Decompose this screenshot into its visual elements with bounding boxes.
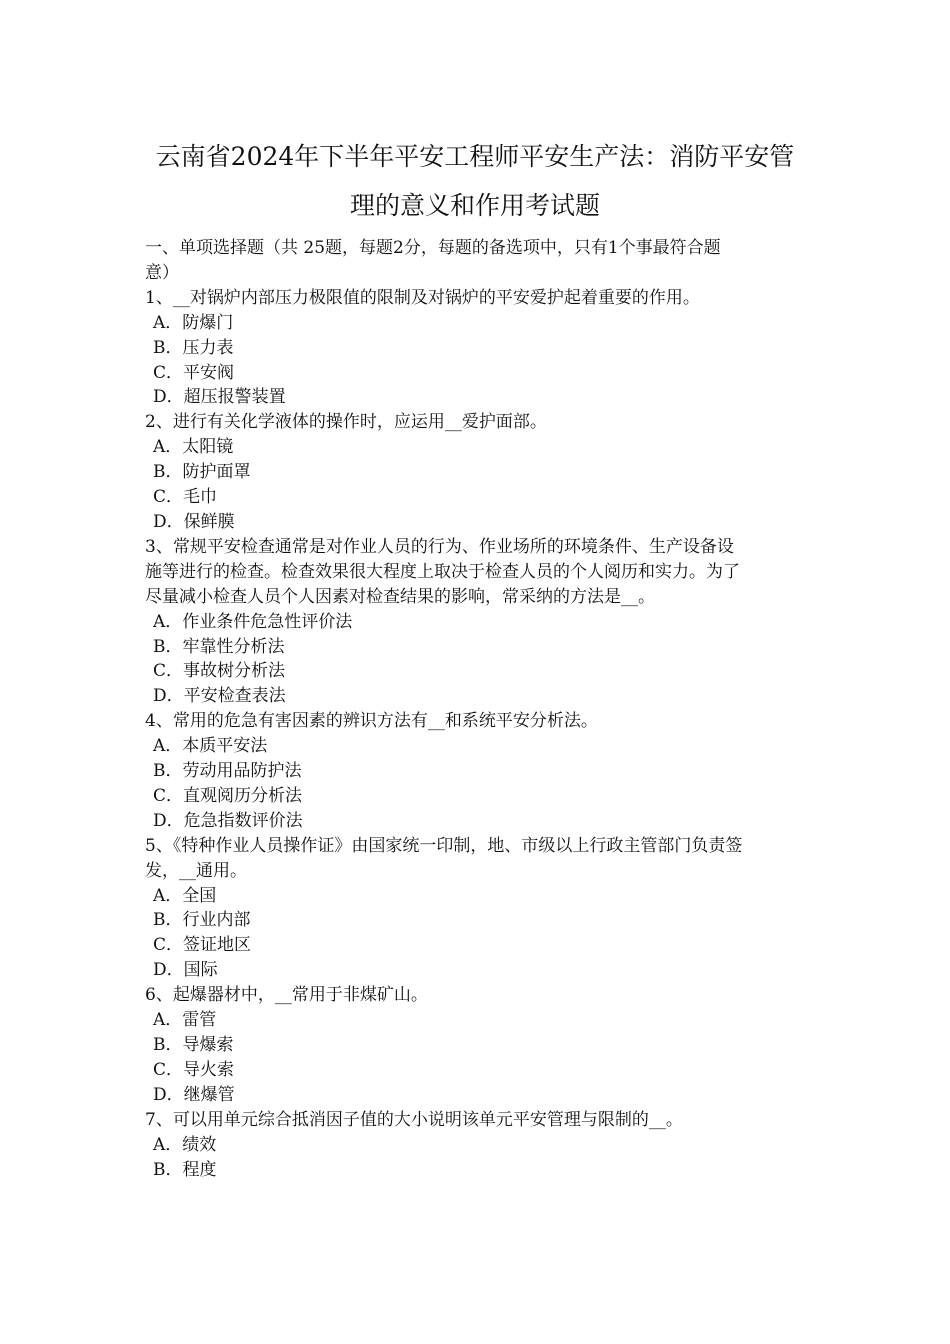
question-item	[145, 410, 810, 535]
answer-option: A．绩效	[153, 1134, 217, 1155]
answer-option: C．导火索	[153, 1059, 235, 1080]
question-item	[145, 286, 810, 411]
document-body	[145, 236, 810, 1182]
answer-option: A．防爆门	[153, 312, 234, 333]
section-heading	[145, 236, 810, 286]
document-title	[140, 132, 810, 230]
answer-option: D．国际	[153, 960, 218, 981]
answer-option: C．事故树分析法	[153, 661, 286, 682]
question-text: 1、__对锅炉内部压力极限值的限制及对锅炉的平安爱护起着重要的作用。	[145, 287, 700, 308]
question-item	[145, 983, 810, 1108]
question-text: 5、《特种作业人员操作证》由国家统一印制，地、市级以上行政主管部门负责签	[145, 835, 743, 856]
question-text: 尽量减小检查人员个人因素对检查结果的影响，常采纳的方法是__。	[145, 586, 655, 607]
answer-option: B．防护面罩	[153, 462, 251, 483]
question-text: 2、进行有关化学液体的操作时，应运用__爱护面部。	[145, 412, 547, 433]
answer-option: D．危急指数评价法	[153, 810, 303, 831]
answer-option: C．直观阅历分析法	[153, 785, 303, 806]
answer-option: A．本质平安法	[153, 736, 268, 757]
title-line-1: 云南省2024年下半年平安工程师平安生产法：消防平安管	[155, 142, 795, 171]
answer-option: C．签证地区	[153, 935, 252, 956]
answer-option: A．雷管	[153, 1010, 217, 1031]
question-item	[145, 535, 810, 709]
question-text: 发，__通用。	[145, 860, 247, 881]
question-list	[145, 286, 810, 1183]
section-heading-line-2: 意）	[145, 262, 179, 283]
answer-option: D．超压报警装置	[153, 387, 286, 408]
answer-option: A．太阳镜	[153, 437, 234, 458]
answer-option: D．保鲜膜	[153, 511, 235, 532]
question-text: 6、起爆器材中，__常用于非煤矿山。	[145, 985, 428, 1006]
question-text: 施等进行的检查。检查效果很大程度上取决于检查人员的个人阅历和实力。为了	[145, 561, 740, 582]
answer-option: A．作业条件危急性评价法	[153, 611, 353, 632]
answer-option: D．平安检查表法	[153, 686, 286, 707]
question-item	[145, 1108, 810, 1183]
answer-option: B．行业内部	[153, 910, 251, 931]
answer-option: B．导爆索	[153, 1035, 234, 1055]
answer-option: B．牢靠性分析法	[153, 636, 285, 657]
answer-option: B．程度	[153, 1159, 217, 1180]
question-item	[145, 709, 810, 834]
section-heading-line-1: 一、单项选择题（共 25题，每题2分，每题的备选项中，只有1个事最符合题	[145, 238, 721, 258]
question-text: 4、常用的危急有害因素的辨识方法有__和系统平安分析法。	[145, 711, 598, 732]
answer-option: C．毛巾	[153, 487, 218, 508]
answer-option: C．平安阀	[153, 362, 235, 383]
answer-option: A．全国	[153, 885, 217, 906]
answer-option: B．劳动用品防护法	[153, 761, 302, 782]
question-item	[145, 834, 810, 983]
title-line-2: 理的意义和作用考试题	[349, 191, 600, 220]
question-text: 3、常规平安检查通常是对作业人员的行为、作业场所的环境条件、生产设备设	[145, 536, 734, 557]
answer-option: D．继爆管	[153, 1084, 235, 1105]
answer-option: B．压力表	[153, 337, 234, 358]
question-text: 7、可以用单元综合抵消因子值的大小说明该单元平安管理与限制的__。	[145, 1109, 683, 1130]
